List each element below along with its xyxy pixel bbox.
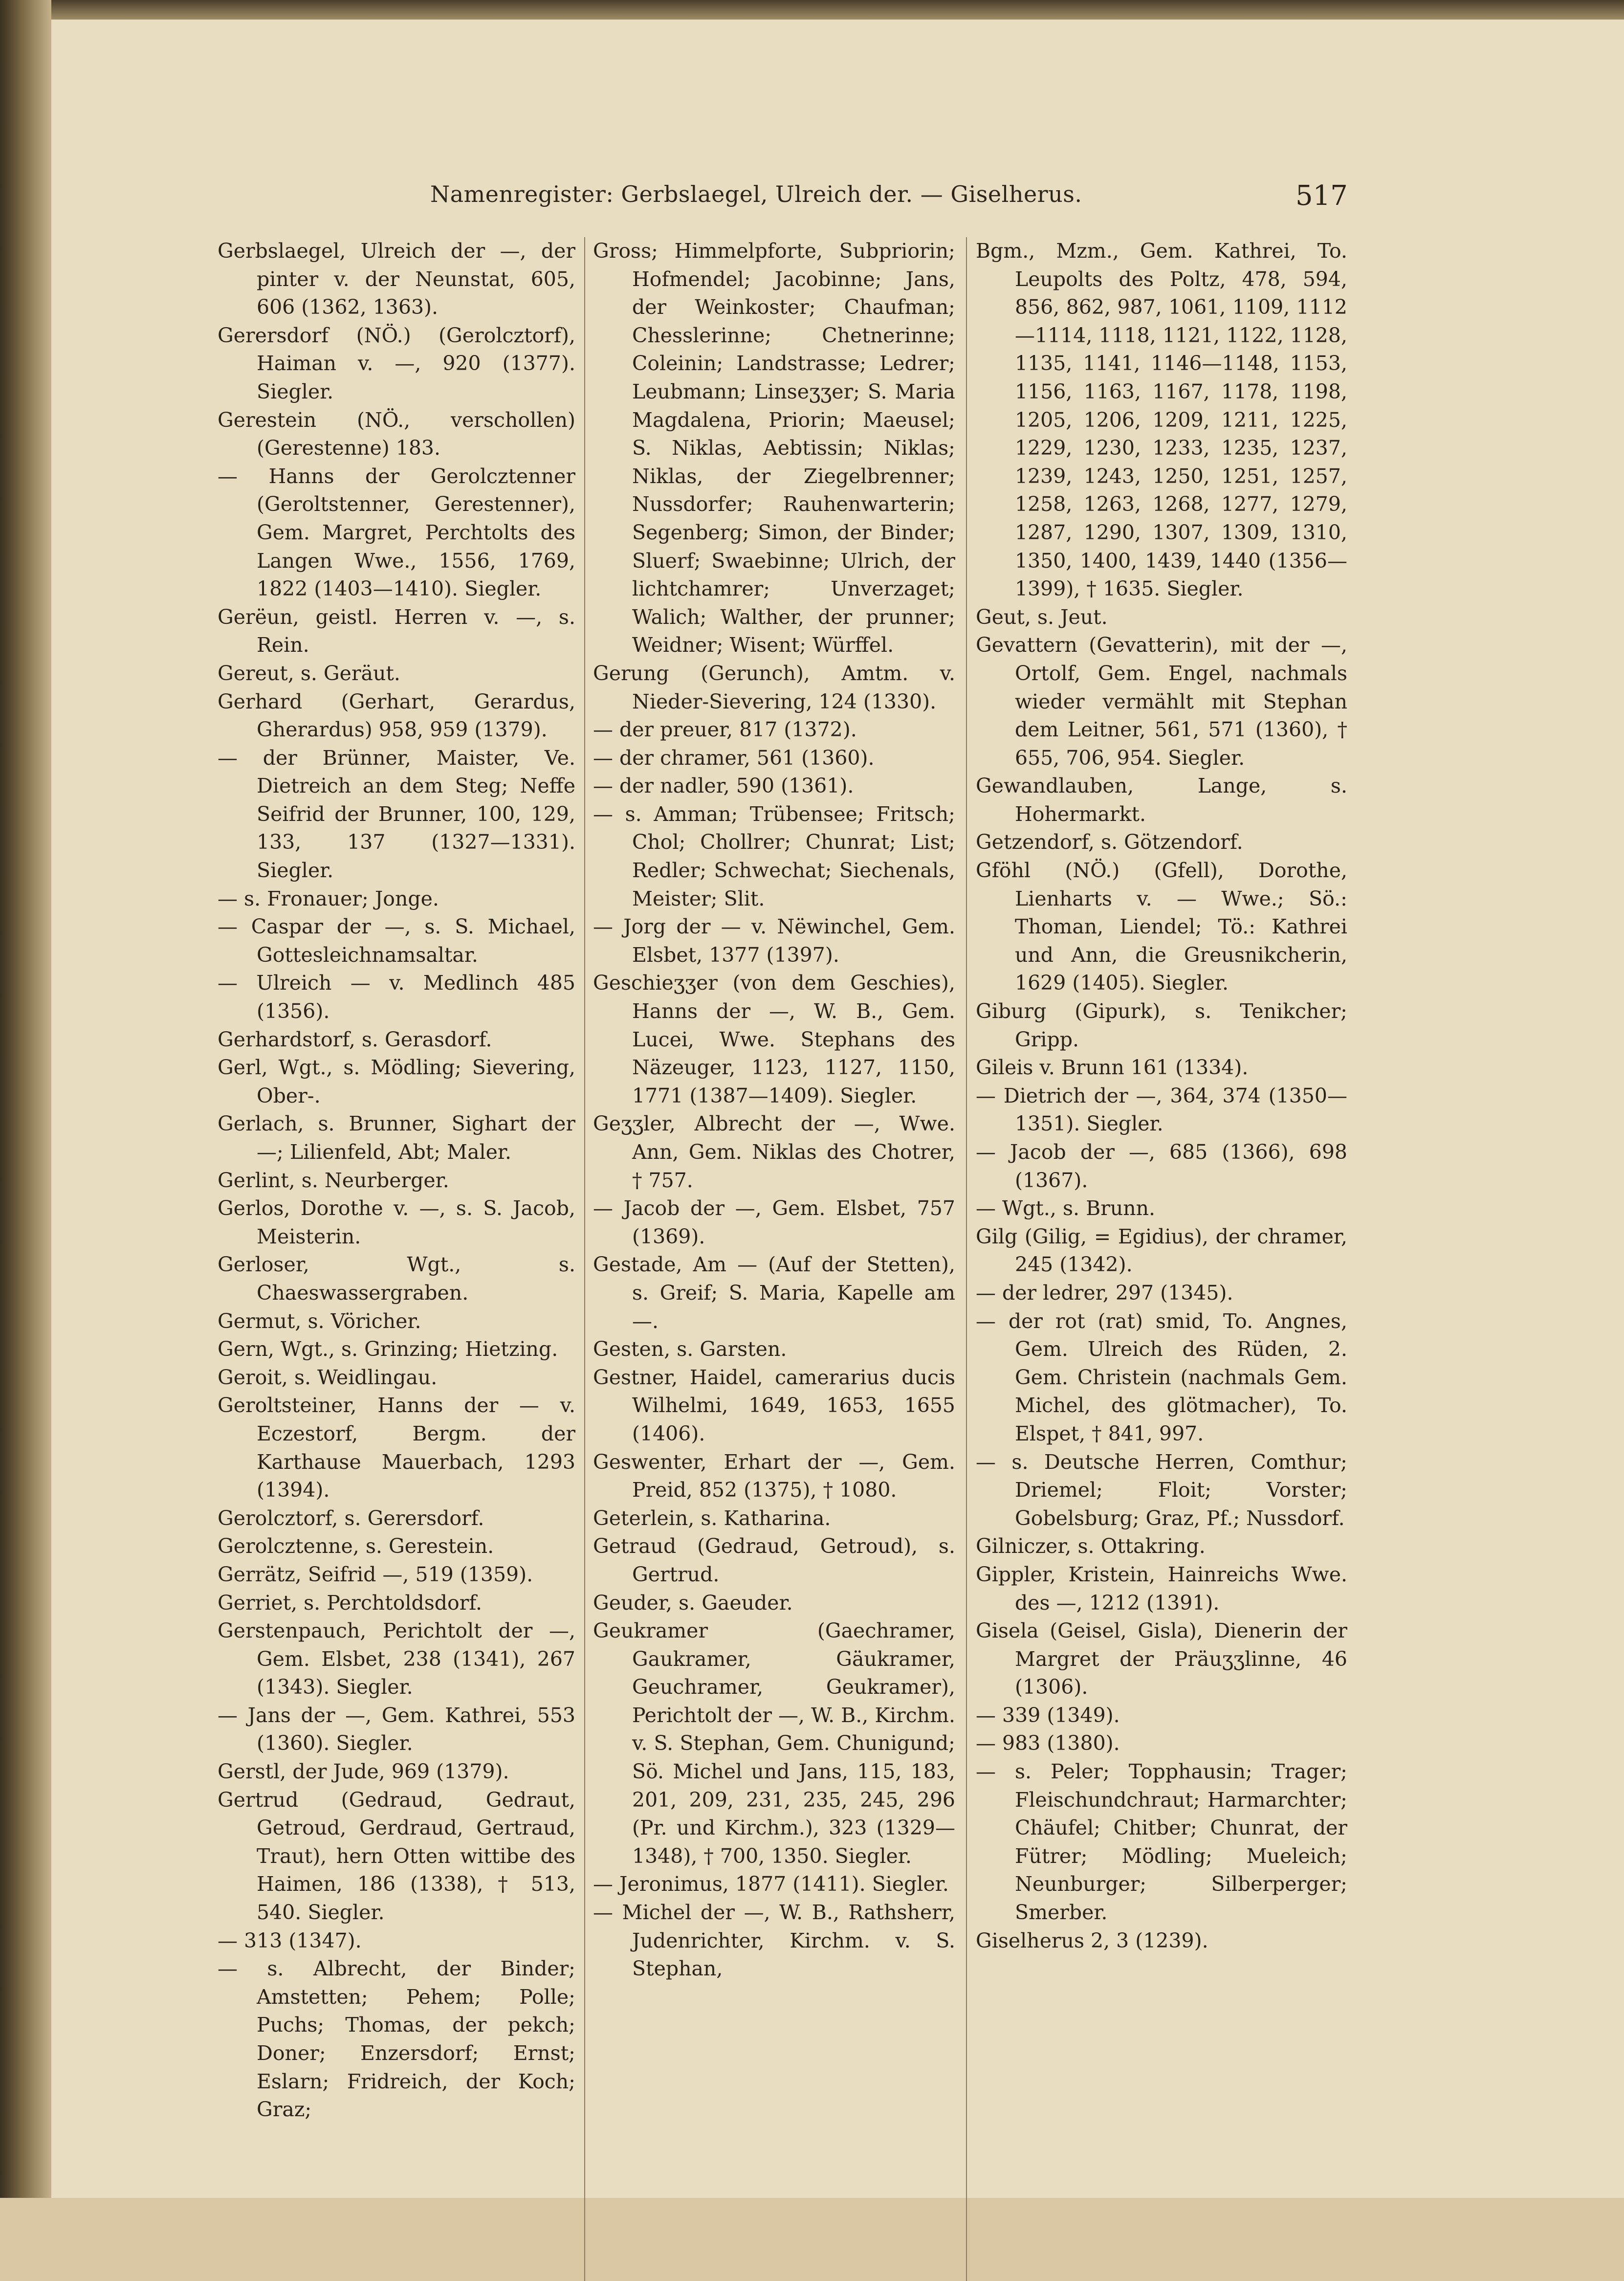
index-entry: Gern, Wgt., s. Grinzing; Hietzing. xyxy=(218,1337,558,1361)
index-entry: — der Brünner, Maister, Ve. Dietreich an dem Steg; Neffe Seifrid der Brunner, 100, 129, 133, 137 (1327—1331). Siegler. xyxy=(218,746,575,883)
index-entry: — der rot (rat) smid, To. Angnes, Gem. Ulreich des Rüden, 2. Gem. Christein (nachmals Gem. Michel, des glötmacher), To. Elspet, † 841, 997. xyxy=(976,1309,1347,1445)
index-entry: Gerhard (Gerhart, Gerardus, Gherardus) 958, 959 (1379). xyxy=(218,689,575,742)
index-entry: — Jans der —, Gem. Kathrei, 553 (1360). Siegler. xyxy=(218,1703,575,1755)
index-entry: Germut, s. Vöricher. xyxy=(218,1309,421,1333)
index-entry: — Caspar der —, s. S. Michael, Gottesleichnamsaltar. xyxy=(218,915,575,967)
index-entry: — s. Amman; Trübensee; Fritsch; Chol; Chollrer; Chunrat; List; Redler; Schwechat; Siechenals, Meister; Slit. xyxy=(593,802,955,910)
index-entry: Gerung (Gerunch), Amtm. v. Nieder-Sievering, 124 (1330). xyxy=(593,661,955,713)
index-entry: Geroit, s. Weidlingau. xyxy=(218,1365,438,1389)
index-entry: Geukramer (Gaechramer, Gaukramer, Gäukramer, Geuchramer, Geukramer), Perichtolt der —, W. B., Kirchm. v. S. Stephan, Gem. Chunigund; Sö. Michel und Jans, 115, 183, 201, 209, 231, 235, 245, 296 (Pr. und Kirchm.), 323 (1329—1348), † 700, 1350. Siegler. xyxy=(593,1619,955,1868)
index-entry: Getraud (Gedraud, Getroud), s. Gertrud. xyxy=(593,1534,955,1586)
index-column-1 xyxy=(218,237,575,2124)
index-entry: Gevattern (Gevatterin), mit der —, Ortolf, Gem. Engel, nachmals wieder vermählt mit Stephan dem Leitner, 561, 571 (1360), † 655, 706, 954. Siegler. xyxy=(976,633,1347,770)
index-entry: Gestner, Haidel, camerarius ducis Wilhelmi, 1649, 1653, 1655 (1406). xyxy=(593,1365,955,1445)
index-entry: Gerolcztenne, s. Gerestein. xyxy=(218,1534,494,1558)
index-entry: Geroltsteiner, Hanns der — v. Eczestorf, Bergm. der Karthause Mauerbach, 1293 (1394). xyxy=(218,1394,575,1502)
index-column-2 xyxy=(593,237,955,1983)
index-entry: — s. Peler; Topphausin; Trager; Fleischundchraut; Harmarchter; Chäufel; Chitber; Chunrat, der Fütrer; Mödling; Mueleich; Neunburger; Silberperger; Smerber. xyxy=(976,1760,1347,1925)
index-entry: — s. Albrecht, der Binder; Amstetten; Pehem; Polle; Puchs; Thomas, der pekch; Doner; Enzersdorf; Ernst; Eslarn; Fridreich, der Koch; Graz; xyxy=(218,1957,575,2122)
index-entry: Gerersdorf (NÖ.) (Gerolcztorf), Haiman v. —, 920 (1377). Siegler. xyxy=(218,323,575,403)
index-entry: — Jacob der —, Gem. Elsbet, 757 (1369). xyxy=(593,1196,955,1248)
index-entry: Giselherus 2, 3 (1239). xyxy=(976,1928,1208,1952)
index-entry: — Jacob der —, 685 (1366), 698 (1367). xyxy=(976,1140,1347,1192)
index-entry: — 313 (1347). xyxy=(218,1928,362,1952)
index-entry: — der ledrer, 297 (1345). xyxy=(976,1281,1233,1305)
index-entry: — Dietrich der —, 364, 374 (1350—1351). Siegler. xyxy=(976,1084,1347,1136)
index-entry: — Jeronimus, 1877 (1411). Siegler. xyxy=(593,1872,949,1896)
index-entry: Gross; Himmelpforte, Subpriorin; Hofmendel; Jacobinne; Jans, der Weinkoster; Chaufman; Chesslerinne; Chetnerinne; Coleinin; Landstrasse; Ledrer; Leubmann; Linseʒʒer; S. Maria Magdalena, Priorin; Maeusel; S. Niklas, Aebtissin; Niklas; Niklas, der Ziegelbrenner; Nussdorfer; Rauhenwarterin; Segenberg; Simon, der Binder; Sluerf; Swaebinne; Ulrich, der lichtchamrer; Unverzaget; Walich; Walther, der prunner; Weidner; Wisent; Würffel. xyxy=(593,239,955,657)
index-column-3 xyxy=(976,237,1347,1955)
column-rule-2 xyxy=(966,237,967,2281)
index-entry: — s. Deutsche Herren, Comthur; Driemel; Floit; Vorster; Gobelsburg; Graz, Pf.; Nussdorf. xyxy=(976,1450,1347,1530)
index-entry: Gerlint, s. Neurberger. xyxy=(218,1168,449,1192)
index-entry: Gföhl (NÖ.) (Gfell), Dorothe, Lienharts v. — Wwe.; Sö.: Thoman, Liendel; Tö.: Kathrei und Ann, die Greusnikcherin, 1629 (1405). Siegler. xyxy=(976,859,1347,995)
index-entry: Gerstl, der Jude, 969 (1379). xyxy=(218,1760,509,1784)
index-entry: Gertrud (Gedraud, Gedraut, Getroud, Gerdraud, Gertraud, Traut), hern Otten wittibe des Haimen, 186 (1338), † 513, 540. Siegler. xyxy=(218,1788,575,1925)
column-rule-1 xyxy=(584,237,585,2281)
index-entry: Gippler, Kristein, Hainreichs Wwe. des —, 1212 (1391). xyxy=(976,1562,1347,1615)
index-entry: Gesten, s. Garsten. xyxy=(593,1337,787,1361)
scan-left-edge xyxy=(0,0,51,2198)
index-entry: Gerestein (NÖ., verschollen) (Gerestenne) 183. xyxy=(218,408,575,460)
index-entry: Geuder, s. Gaeuder. xyxy=(593,1591,793,1615)
index-entry: Giburg (Gipurk), s. Tenikcher; Gripp. xyxy=(976,999,1347,1051)
index-entry: Gisela (Geisel, Gisla), Dienerin der Margret der Präuʒʒlinne, 46 (1306). xyxy=(976,1619,1347,1699)
index-entry: Geschieʒʒer (von dem Geschies), Hanns der —, W. B., Gem. Lucei, Wwe. Stephans des Näzeuger, 1123, 1127, 1150, 1771 (1387—1409). Siegler. xyxy=(593,971,955,1107)
index-entry: Gilniczer, s. Ottakring. xyxy=(976,1534,1206,1558)
index-entry: Bgm., Mzm., Gem. Kathrei, To. Leupolts des Poltz, 478, 594, 856, 862, 987, 1061, 1109, 1112—1114, 1118, 1121, 1122, 1128, 1135, 1141, 1146—1148, 1153, 1156, 1163, 1167, 1178, 1198, 1205, 1206, 1209, 1211, 1225, 1229, 1230, 1233, 1235, 1237, 1239, 1243, 1250, 1251, 1257, 1258, 1263, 1268, 1277, 1279, 1287, 1290, 1307, 1309, 1310, 1350, 1400, 1439, 1440 (1356—1399), † 1635. Siegler. xyxy=(976,239,1348,601)
index-entry: Gewandlauben, Lange, s. Hohermarkt. xyxy=(976,774,1347,826)
index-entry: — s. Fronauer; Jonge. xyxy=(218,886,439,910)
index-entry: — der nadler, 590 (1361). xyxy=(593,774,854,798)
index-entry: Gerhardstorf, s. Gerasdorf. xyxy=(218,1027,492,1051)
index-entry: Gilg (Gilig, = Egidius), der chramer, 245 (1342). xyxy=(976,1224,1347,1277)
index-entry: — Jorg der — v. Nëwinchel, Gem. Elsbet, 1377 (1397). xyxy=(593,915,955,967)
index-entry: Gileis v. Brunn 161 (1334). xyxy=(976,1056,1249,1080)
index-entry: — Hanns der Gerolcztenner (Geroltstenner, Gerestenner), Gem. Margret, Perchtolts des Langen Wwe., 1556, 1769, 1822 (1403—1410). Siegler. xyxy=(218,464,575,601)
index-entry: — Michel der —, W. B., Rathsherr, Judenrichter, Kirchm. v. S. Stephan, xyxy=(593,1901,955,1981)
index-entry: — 983 (1380). xyxy=(976,1731,1120,1755)
index-entry: Gereut, s. Geräut. xyxy=(218,661,400,685)
index-entry: Gerstenpauch, Perichtolt der —, Gem. Elsbet, 238 (1341), 267 (1343). Siegler. xyxy=(218,1619,575,1699)
index-entry: Gerlos, Dorothe v. —, s. S. Jacob, Meisterin. xyxy=(218,1196,575,1248)
scan-top-border xyxy=(0,0,1624,20)
index-entry: — Wgt., s. Brunn. xyxy=(976,1196,1156,1220)
index-entry: Gerëun, geistl. Herren v. —, s. Rein. xyxy=(218,605,575,657)
index-entry: Gerrätz, Seifrid —, 519 (1359). xyxy=(218,1562,533,1586)
index-entry: Geterlein, s. Katharina. xyxy=(593,1506,831,1530)
index-entry: Geʒʒler, Albrecht der —, Wwe. Ann, Gem. Niklas des Chotrer, † 757. xyxy=(593,1112,955,1192)
index-entry: Gerbslaegel, Ulreich der —, der pinter v. der Neunstat, 605, 606 (1362, 1363). xyxy=(218,239,575,319)
page-number: 517 xyxy=(1295,180,1348,212)
running-header: Namenregister: Gerbslaegel, Ulreich der. — Giselherus. xyxy=(430,181,1082,207)
index-entry: Geswenter, Erhart der —, Gem. Preid, 852 (1375), † 1080. xyxy=(593,1450,955,1502)
index-entry: Gerloser, Wgt., s. Chaeswassergraben. xyxy=(218,1253,575,1305)
index-entry: Gerl, Wgt., s. Mödling; Sievering, Ober-. xyxy=(218,1056,575,1107)
index-entry: Gestade, Am — (Auf der Stetten), s. Greif; S. Maria, Kapelle am —. xyxy=(593,1253,955,1333)
index-entry: Getzendorf, s. Götzendorf. xyxy=(976,830,1243,854)
index-entry: Gerriet, s. Perchtoldsdorf. xyxy=(218,1591,483,1615)
index-entry: — der chramer, 561 (1360). xyxy=(593,746,875,770)
index-entry: Gerolcztorf, s. Gerersdorf. xyxy=(218,1506,484,1530)
index-entry: Geut, s. Jeut. xyxy=(976,605,1108,629)
index-entry: — der preuer, 817 (1372). xyxy=(593,718,857,742)
index-entry: — 339 (1349). xyxy=(976,1703,1120,1727)
index-entry: Gerlach, s. Brunner, Sighart der —; Lilienfeld, Abt; Maler. xyxy=(218,1112,575,1164)
index-entry: — Ulreich — v. Medlinch 485 (1356). xyxy=(218,971,575,1023)
